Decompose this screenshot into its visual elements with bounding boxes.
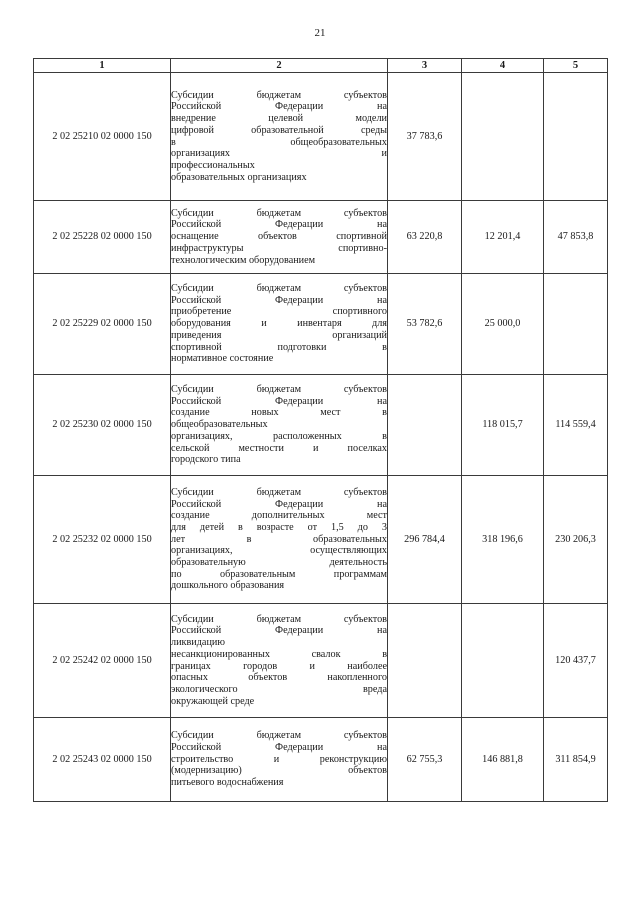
- description-line: инфраструктуры спортивно-: [171, 242, 387, 254]
- amount-col5: [544, 274, 608, 375]
- description-line: приведения организаций: [171, 329, 387, 341]
- amount-col3: 296 784,4: [388, 476, 462, 604]
- description-line: образовательную деятельность: [171, 557, 387, 569]
- description-line: Российской Федерации на: [171, 395, 387, 407]
- description-line: Субсидии бюджетам субъектов: [171, 486, 387, 498]
- description-line: в общеобразовательных: [171, 136, 387, 148]
- description-line: Российской Федерации на: [171, 625, 387, 637]
- description-line: организациях, осуществляющих: [171, 545, 387, 557]
- budget-table: [33, 58, 608, 802]
- description-line: городского типа: [171, 454, 241, 466]
- amount-col4: [462, 73, 544, 201]
- amount-col4: 118 015,7: [462, 375, 544, 476]
- budget-code-cell: 2 02 25242 02 0000 150: [34, 604, 171, 718]
- description-line: сельской местности и поселках: [171, 442, 387, 454]
- amount-col3: 53 782,6: [388, 274, 462, 375]
- amount-col4: 12 201,4: [462, 201, 544, 274]
- description-line: создание новых мест в: [171, 407, 387, 419]
- table-header-row: [34, 59, 608, 73]
- description-line: спортивной подготовки в: [171, 341, 387, 353]
- description-line: опасных объектов накопленного: [171, 672, 387, 684]
- amount-col5: 114 559,4: [544, 375, 608, 476]
- description-line: нормативное состояние: [171, 353, 274, 365]
- description-line: несанкционированных свалок в: [171, 648, 387, 660]
- column-header-3: 3: [388, 59, 462, 73]
- description-line: Субсидии бюджетам субъектов: [171, 384, 387, 396]
- description-line: экологического вреда: [171, 683, 387, 695]
- table-row: [34, 476, 608, 604]
- description-line: Субсидии бюджетам субъектов: [171, 283, 387, 295]
- description-line: окружающей среде: [171, 695, 255, 707]
- amount-col4: 146 881,8: [462, 718, 544, 802]
- amount-col3: 62 755,3: [388, 718, 462, 802]
- description-line: Российской Федерации на: [171, 101, 387, 113]
- amount-col3: 63 220,8: [388, 201, 462, 274]
- amount-col5: 120 437,7: [544, 604, 608, 718]
- table-row: [34, 604, 608, 718]
- amount-col5: 230 206,3: [544, 476, 608, 604]
- description-cell: [171, 201, 388, 274]
- description-line: дошкольного образования: [171, 580, 285, 592]
- description-line: Субсидии бюджетам субъектов: [171, 730, 387, 742]
- description-cell: [171, 476, 388, 604]
- description-cell: [171, 375, 388, 476]
- amount-col4: 25 000,0: [462, 274, 544, 375]
- budget-code-cell: 2 02 25232 02 0000 150: [34, 476, 171, 604]
- description-line: образовательных организациях: [171, 171, 307, 183]
- description-cell: [171, 73, 388, 201]
- description-line: технологическим оборудованием: [171, 254, 316, 266]
- description-line: ликвидацию: [171, 637, 225, 649]
- description-line: Субсидии бюджетам субъектов: [171, 207, 387, 219]
- table-row: [34, 375, 608, 476]
- budget-code-cell: 2 02 25210 02 0000 150: [34, 73, 171, 201]
- description-line: общеобразовательных: [171, 419, 268, 431]
- column-header-4: 4: [462, 59, 544, 73]
- description-line: оснащение объектов спортивной: [171, 231, 387, 243]
- description-line: Субсидии бюджетам субъектов: [171, 89, 387, 101]
- description-cell: [171, 604, 388, 718]
- description-line: границах городов и наиболее: [171, 660, 387, 672]
- description-line: Российской Федерации на: [171, 294, 387, 306]
- amount-col3: [388, 375, 462, 476]
- amount-col5: 47 853,8: [544, 201, 608, 274]
- column-header-1: 1: [34, 59, 171, 73]
- description-line: лет в образовательных: [171, 533, 387, 545]
- budget-code-cell: 2 02 25243 02 0000 150: [34, 718, 171, 802]
- page-number: 21: [314, 27, 326, 39]
- description-line: (модернизацию) объектов: [171, 765, 387, 777]
- description-line: внедрение целевой модели: [171, 113, 387, 125]
- description-line: питьевого водоснабжения: [171, 777, 284, 789]
- budget-code-cell: 2 02 25230 02 0000 150: [34, 375, 171, 476]
- description-line: строительство и реконструкцию: [171, 753, 387, 765]
- description-line: Российской Федерации на: [171, 498, 387, 510]
- column-header-2: 2: [171, 59, 388, 73]
- amount-col3: 37 783,6: [388, 73, 462, 201]
- description-line: организациях и: [171, 148, 387, 160]
- description-cell: [171, 718, 388, 802]
- table-row: [34, 201, 608, 274]
- table-row: [34, 73, 608, 201]
- table-row: [34, 274, 608, 375]
- description-line: оборудования и инвентаря для: [171, 318, 387, 330]
- description-line: организациях, расположенных в: [171, 430, 387, 442]
- column-header-5: 5: [544, 59, 608, 73]
- description-line: Субсидии бюджетам субъектов: [171, 613, 387, 625]
- description-line: профессиональных: [171, 159, 255, 171]
- amount-col4: [462, 604, 544, 718]
- amount-col3: [388, 604, 462, 718]
- description-line: по образовательным программам: [171, 568, 387, 580]
- budget-code-cell: 2 02 25228 02 0000 150: [34, 201, 171, 274]
- budget-code-cell: 2 02 25229 02 0000 150: [34, 274, 171, 375]
- description-line: создание дополнительных мест: [171, 510, 387, 522]
- description-line: цифровой образовательной среды: [171, 124, 387, 136]
- description-line: для детей в возрасте от 1,5 до 3: [171, 521, 387, 533]
- description-line: Российской Федерации на: [171, 219, 387, 231]
- amount-col4: 318 196,6: [462, 476, 544, 604]
- amount-col5: 311 854,9: [544, 718, 608, 802]
- description-cell: [171, 274, 388, 375]
- amount-col5: [544, 73, 608, 201]
- description-line: приобретение спортивного: [171, 306, 387, 318]
- table-row: [34, 718, 608, 802]
- description-line: Российской Федерации на: [171, 741, 387, 753]
